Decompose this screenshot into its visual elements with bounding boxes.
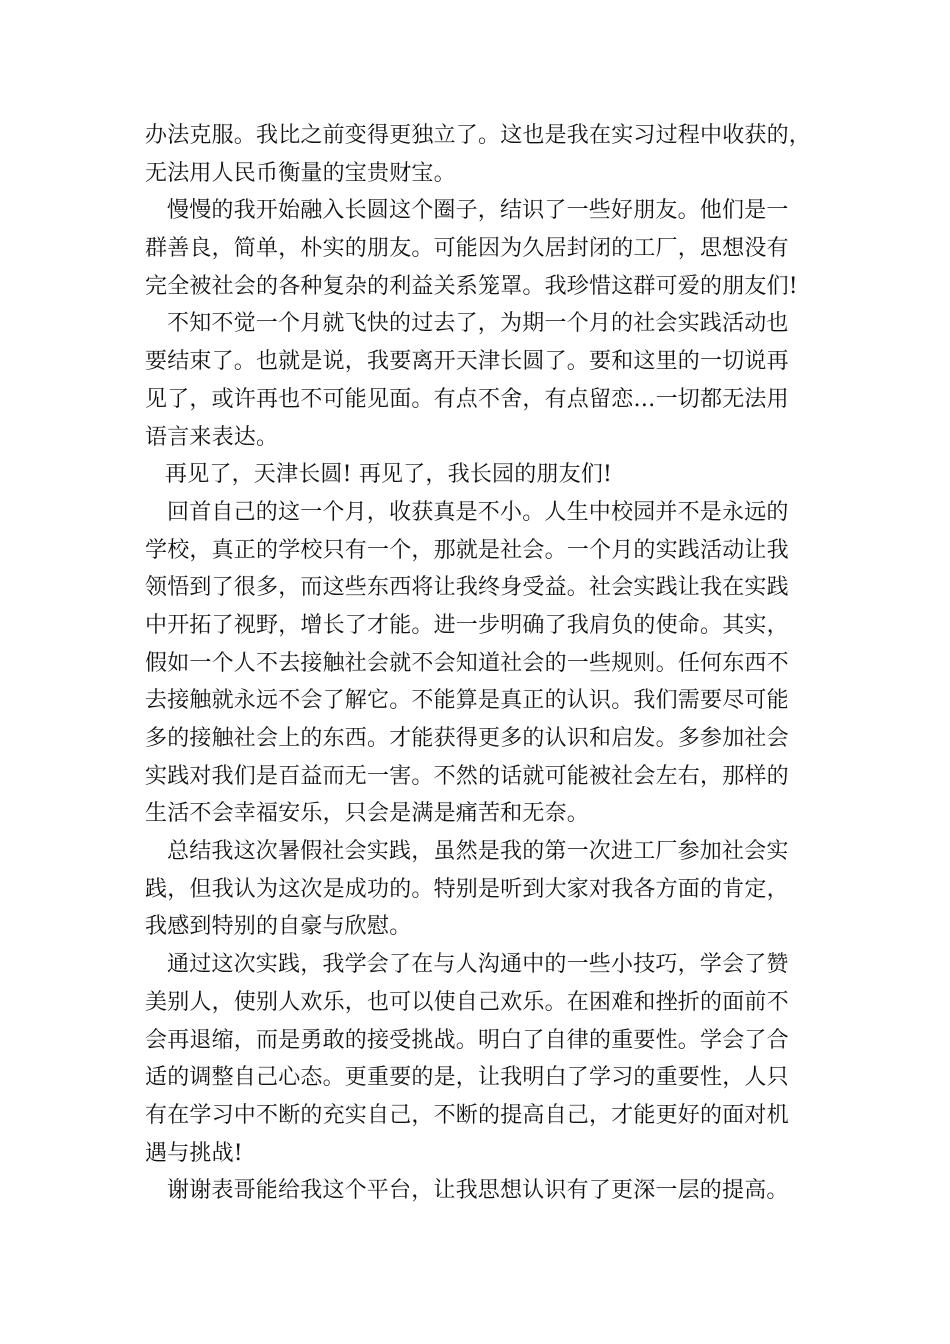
text-line: 假如一个人不去接触社会就不会知道社会的一些规则。任何东西不 <box>145 650 789 676</box>
text-line: 适的调整自己心态。更重要的是，让我明白了学习的重要性，人只 <box>145 1065 789 1091</box>
paragraph-start-line: 回首自己的这一个月，收获真是不小。人生中校园并不是永远的 <box>167 499 789 525</box>
text-line: 中开拓了视野，增长了才能。进一步明确了我肩负的使命。其实， <box>145 612 789 638</box>
text-line: 实践对我们是百益而无一害。不然的话就可能被社会左右，那样的 <box>145 763 789 789</box>
text-line: 群善良，简单，朴实的朋友。可能因为久居封闭的工厂，思想没有 <box>145 236 789 262</box>
text-line: 去接触就永远不会了解它。不能算是真正的认识。我们需要尽可能 <box>145 688 789 714</box>
text-line: 会再退缩，而是勇敢的接受挑战。明白了自律的重要性。学会了合 <box>145 1027 789 1053</box>
text-line: 践，但我认为这次是成功的。特别是听到大家对我各方面的肯定， <box>145 876 789 902</box>
paragraph-start-line: 谢谢表哥能给我这个平台，让我思想认识有了更深一层的提高。 <box>167 1178 789 1204</box>
text-line: 办法克服。我比之前变得更独立了。这也是我在实习过程中收获的， <box>145 123 812 148</box>
text-line: 遇与挑战! <box>145 1140 243 1166</box>
text-line: 完全被社会的各种复杂的利益关系笼罩。我珍惜这群可爱的朋友们! <box>145 273 798 299</box>
text-line: 要结束了。也就是说，我要离开天津长圆了。要和这里的一切说再 <box>145 349 789 375</box>
text-line: 我感到特别的自豪与欣慰。 <box>145 914 412 940</box>
paragraph-start-line: 再见了，天津长圆! 再见了，我长园的朋友们! <box>165 462 613 488</box>
paragraph-start-line: 通过这次实践，我学会了在与人沟通中的一些小技巧，学会了赞 <box>167 952 789 978</box>
document-body <box>145 117 813 1210</box>
text-line: 学校，真正的学校只有一个，那就是社会。一个月的实践活动让我 <box>145 537 789 563</box>
text-line: 见了，或许再也不可能见面。有点不舍，有点留恋…一切都无法用 <box>145 386 789 412</box>
text-line: 语言来表达。 <box>145 424 279 450</box>
text-line: 美别人，使别人欢乐，也可以使自己欢乐。在困难和挫折的面前不 <box>145 989 789 1015</box>
text-line: 生活不会幸福安乐，只会是满是痛苦和无奈。 <box>145 801 590 827</box>
paragraph-start-line: 总结我这次暑假社会实践，虽然是我的第一次进工厂参加社会实 <box>167 839 789 865</box>
text-line: 有在学习中不断的充实自己，不断的提高自己，才能更好的面对机 <box>145 1102 789 1128</box>
text-line: 多的接触社会上的东西。才能获得更多的认识和启发。多参加社会 <box>145 726 789 751</box>
text-line: 领悟到了很多，而这些东西将让我终身受益。社会实践让我在实践 <box>145 575 789 601</box>
paragraph-start-line: 慢慢的我开始融入长圆这个圈子，结识了一些好朋友。他们是一 <box>167 198 789 224</box>
text-line: 无法用人民币衡量的宝贵财宝。 <box>145 160 456 186</box>
paragraph-start-line: 不知不觉一个月就飞快的过去了，为期一个月的社会实践活动也 <box>167 311 789 337</box>
